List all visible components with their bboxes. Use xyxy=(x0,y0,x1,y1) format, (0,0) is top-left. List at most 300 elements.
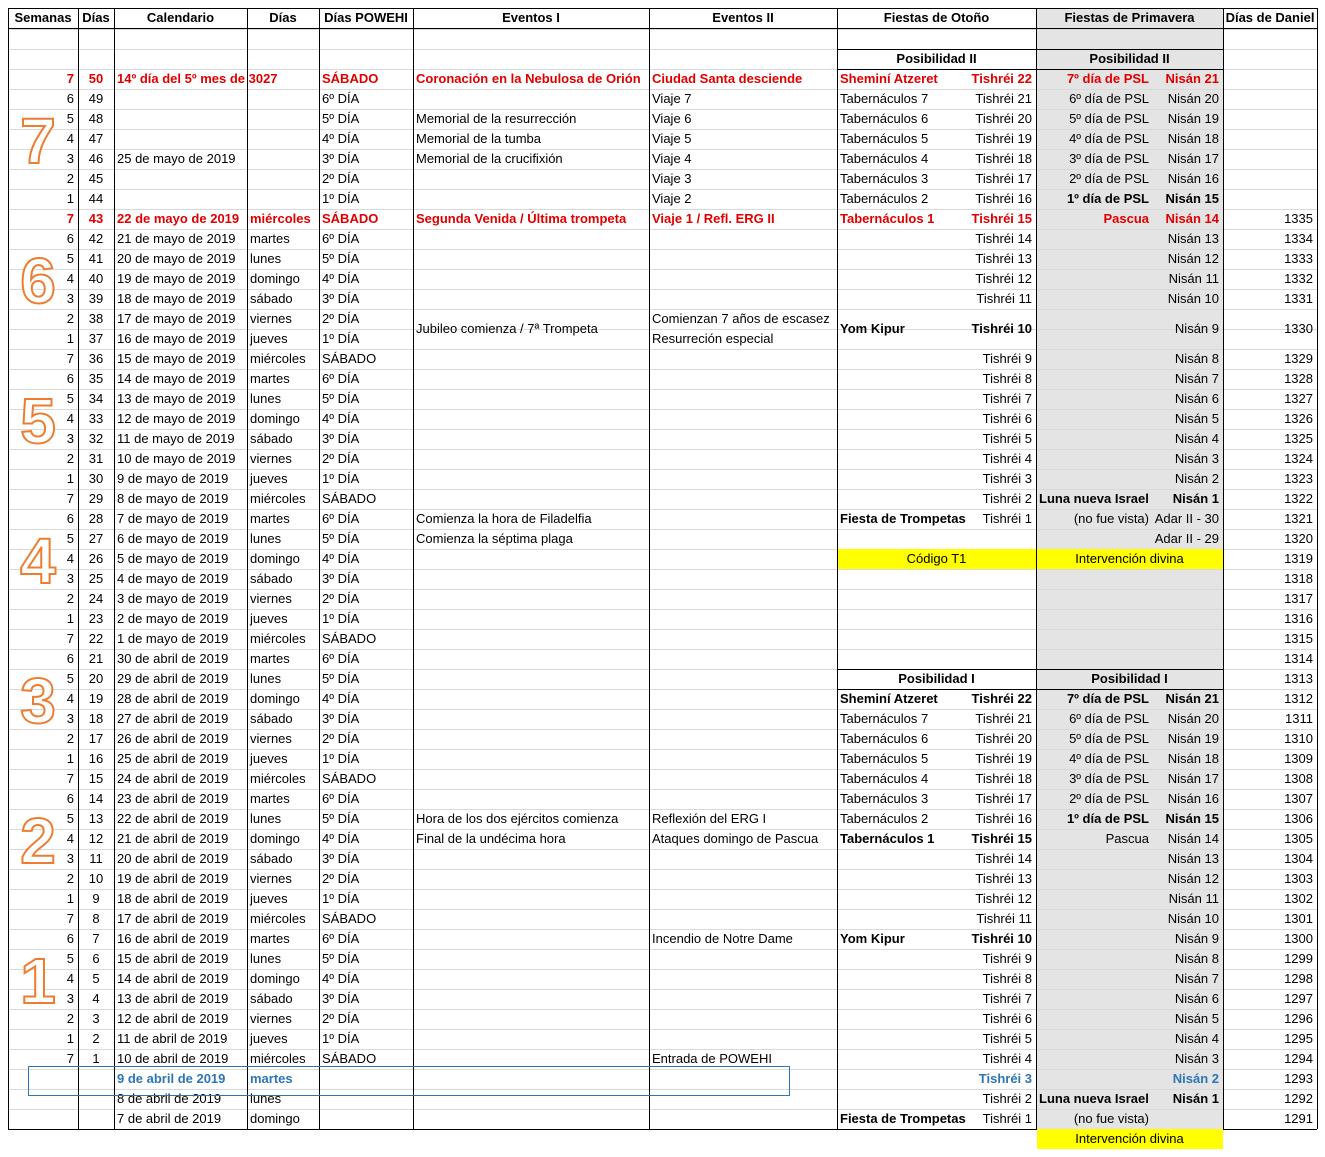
cell-d[interactable]: 46 xyxy=(88,151,104,166)
cell-e2[interactable]: Comienzan 7 años de escasez xyxy=(652,311,830,326)
cell-cal[interactable]: 14 de mayo de 2019 xyxy=(117,371,236,386)
cell-w[interactable]: 2 xyxy=(66,311,74,326)
table-row[interactable] xyxy=(8,969,1317,989)
cell-pw[interactable]: 3º DÍA xyxy=(322,291,360,306)
cell-pw[interactable]: 5º DÍA xyxy=(322,811,360,826)
cell-pw[interactable]: 2º DÍA xyxy=(322,1011,360,1026)
cell-fb[interactable]: Tishréi 16 xyxy=(975,191,1032,206)
cell-fb[interactable]: Tishréi 17 xyxy=(975,791,1032,806)
table-row[interactable] xyxy=(8,809,1317,829)
cell-fb[interactable]: Tishréi 19 xyxy=(975,751,1032,766)
cell-w[interactable]: 1 xyxy=(66,191,74,206)
cell-dn[interactable]: 1299 xyxy=(1284,951,1313,966)
cell-dow[interactable]: domingo xyxy=(250,411,300,426)
cell-d[interactable]: 40 xyxy=(88,271,104,286)
cell-fb[interactable]: Tishréi 5 xyxy=(982,431,1032,446)
cell-d[interactable]: 45 xyxy=(88,171,104,186)
cell-pw[interactable]: SÁBADO xyxy=(322,631,377,646)
cell-sb[interactable]: Nisán 11 xyxy=(1168,891,1219,906)
cell-dow[interactable]: jueves xyxy=(250,331,288,346)
cell-fb[interactable]: Tishréi 1 xyxy=(982,1111,1032,1126)
cell-cal[interactable]: 23 de abril de 2019 xyxy=(117,791,229,806)
table-row[interactable] xyxy=(8,749,1317,769)
cell-e1[interactable]: Final de la undécima hora xyxy=(416,831,566,846)
cell-pw[interactable]: SÁBADO xyxy=(322,1051,377,1066)
cell-w[interactable]: 1 xyxy=(66,1031,74,1046)
cell-cal[interactable]: 22 de abril de 2019 xyxy=(117,811,229,826)
cell-sb[interactable]: Nisán 1 xyxy=(1172,1091,1219,1106)
cell-fb[interactable]: Tishréi 11 xyxy=(976,291,1032,306)
table-row[interactable] xyxy=(8,549,1317,569)
cell-fb[interactable]: Tishréi 18 xyxy=(975,771,1032,786)
cell-sb[interactable]: Nisán 10 xyxy=(1167,291,1219,306)
cell-sa[interactable]: 2º día de PSL xyxy=(1069,171,1149,186)
cell-dn[interactable]: 1325 xyxy=(1284,431,1313,446)
cell-fa[interactable]: Tabernáculos 1 xyxy=(840,831,935,846)
cell-fa[interactable]: Tabernáculos 4 xyxy=(840,151,929,166)
cell-cal[interactable]: 19 de abril de 2019 xyxy=(117,871,229,886)
cell-sa[interactable]: (no fue vista) xyxy=(1073,511,1149,526)
cell-dow[interactable]: sábado xyxy=(250,431,293,446)
cell-dow[interactable]: domingo xyxy=(250,691,300,706)
cell-dn[interactable]: 1311 xyxy=(1285,711,1313,726)
cell-pw[interactable]: 4º DÍA xyxy=(322,271,360,286)
cell-dn[interactable]: 1331 xyxy=(1284,291,1313,306)
cell-fb[interactable]: Tishréi 22 xyxy=(971,691,1032,706)
cell-dow[interactable]: domingo xyxy=(250,551,300,566)
cell-dow[interactable]: miércoles xyxy=(250,771,306,786)
cell-dow[interactable]: miércoles xyxy=(250,1051,306,1066)
cell-w[interactable]: 7 xyxy=(66,911,74,926)
cell-e2[interactable]: Viaje 7 xyxy=(652,91,692,106)
cell-sb[interactable]: Nisán 20 xyxy=(1167,91,1219,106)
cell-pw[interactable]: 1º DÍA xyxy=(322,1031,360,1046)
cell-e2[interactable]: Incendio de Notre Dame xyxy=(652,931,793,946)
cell-dow[interactable]: sábado xyxy=(250,991,293,1006)
cell-cal[interactable]: 1 de mayo de 2019 xyxy=(117,631,229,646)
cell-pw[interactable]: 6º DÍA xyxy=(322,791,360,806)
cell-cal[interactable]: 16 de abril de 2019 xyxy=(117,931,229,946)
cell-d[interactable]: 48 xyxy=(88,111,104,126)
cell-cal[interactable]: 22 de mayo de 2019 xyxy=(117,211,240,226)
cell-sb[interactable]: Nisán 11 xyxy=(1168,271,1219,286)
cell-pw[interactable]: 4º DÍA xyxy=(322,831,360,846)
table-row[interactable] xyxy=(8,1029,1317,1049)
cell-e1[interactable]: Comienza la hora de Filadelfia xyxy=(416,511,592,526)
cell-sa[interactable]: 3º día de PSL xyxy=(1069,151,1149,166)
cell-dow[interactable]: martes xyxy=(250,791,290,806)
cell-e2[interactable]: Viaje 5 xyxy=(652,131,692,146)
cell-d[interactable]: 43 xyxy=(88,211,104,226)
cell-dn[interactable]: 1306 xyxy=(1284,811,1313,826)
cell-dow[interactable]: viernes xyxy=(250,731,292,746)
table-row[interactable] xyxy=(8,649,1317,669)
table-row[interactable] xyxy=(8,589,1317,609)
cell-sb[interactable]: Nisán 6 xyxy=(1174,991,1219,1006)
cell-dn[interactable]: 1301 xyxy=(1284,911,1313,926)
cell-w[interactable]: 6 xyxy=(66,651,74,666)
table-row[interactable] xyxy=(8,609,1317,629)
cell-d[interactable]: 1 xyxy=(92,1051,100,1066)
table-row[interactable] xyxy=(8,1009,1317,1029)
cell-e2[interactable]: Entrada de POWEHI xyxy=(652,1051,772,1066)
cell-sa[interactable]: (no fue vista) xyxy=(1073,1111,1149,1126)
cell-fa[interactable]: Tabernáculos 4 xyxy=(840,771,929,786)
cell-dn[interactable]: 1292 xyxy=(1284,1091,1313,1106)
cell-w[interactable]: 2 xyxy=(66,171,74,186)
cell-pw[interactable]: 5º DÍA xyxy=(322,251,360,266)
cell-dn[interactable]: 1297 xyxy=(1284,991,1313,1006)
cell-dow[interactable]: sábado xyxy=(250,571,293,586)
cell-fb[interactable]: Tishréi 4 xyxy=(982,451,1032,466)
cell-dn[interactable]: 1334 xyxy=(1284,231,1313,246)
table-row[interactable] xyxy=(8,829,1317,849)
cell-sa[interactable]: 7º día de PSL xyxy=(1066,71,1149,86)
cell-e2[interactable]: Resurreción especial xyxy=(652,331,774,346)
cell-sa[interactable]: 6º día de PSL xyxy=(1069,711,1149,726)
cell-fb[interactable]: Tishréi 14 xyxy=(975,851,1032,866)
cell-cal[interactable]: 4 de mayo de 2019 xyxy=(117,571,229,586)
cell-dow[interactable]: lunes xyxy=(250,391,282,406)
cell-cal[interactable]: 25 de abril de 2019 xyxy=(117,751,229,766)
cell-dn[interactable]: 1312 xyxy=(1284,691,1313,706)
table-row[interactable] xyxy=(8,169,1317,189)
cell-d[interactable]: 8 xyxy=(92,911,100,926)
cell-fb[interactable]: Tishréi 2 xyxy=(982,1091,1032,1106)
cell-pw[interactable]: 2º DÍA xyxy=(322,451,360,466)
cell-pw[interactable]: 4º DÍA xyxy=(322,971,360,986)
cell-fb[interactable]: Tishréi 19 xyxy=(975,131,1032,146)
cell-fb[interactable]: Tishréi 21 xyxy=(975,711,1032,726)
cell-e2[interactable]: Viaje 4 xyxy=(652,151,692,166)
cell-sb[interactable]: Nisán 7 xyxy=(1174,971,1219,986)
cell-pw[interactable]: 2º DÍA xyxy=(322,311,360,326)
cell-cal[interactable]: 14 de abril de 2019 xyxy=(117,971,229,986)
cell-pw[interactable]: 4º DÍA xyxy=(322,691,360,706)
cell-fb[interactable]: Tishréi 7 xyxy=(982,991,1032,1006)
cell-e2[interactable]: Ciudad Santa desciende xyxy=(652,71,803,86)
cell-d[interactable]: 33 xyxy=(88,411,104,426)
cell-dow[interactable]: martes xyxy=(250,1071,293,1086)
cell-dow[interactable]: jueves xyxy=(250,891,288,906)
cell-dn[interactable]: 1332 xyxy=(1284,271,1313,286)
cell-fa[interactable]: Tabernáculos 3 xyxy=(840,791,929,806)
cell-sb[interactable]: Nisán 5 xyxy=(1174,1011,1219,1026)
cell-pw[interactable]: 6º DÍA xyxy=(322,371,360,386)
cell-fb[interactable]: Tishréi 1 xyxy=(982,511,1032,526)
cell-fb[interactable]: Tishréi 2 xyxy=(982,491,1032,506)
cell-fb[interactable]: Tishréi 20 xyxy=(975,731,1032,746)
cell-dn[interactable]: 1316 xyxy=(1284,611,1313,626)
cell-cal[interactable]: 26 de abril de 2019 xyxy=(117,731,229,746)
cell-fb[interactable]: Tishréi 6 xyxy=(982,1011,1032,1026)
cell-sb[interactable]: Nisán 1 xyxy=(1172,491,1219,506)
cell-sb[interactable]: Nisán 18 xyxy=(1167,751,1219,766)
cell-dow[interactable]: miércoles xyxy=(250,491,306,506)
cell-fb[interactable]: Tishréi 14 xyxy=(975,231,1032,246)
cell-w[interactable]: 1 xyxy=(66,471,74,486)
cell-dn[interactable]: 1321 xyxy=(1284,511,1313,526)
table-row[interactable] xyxy=(8,89,1317,109)
cell-dow[interactable]: lunes xyxy=(250,811,282,826)
cell-sa[interactable]: 5º día de PSL xyxy=(1069,111,1149,126)
cell-sb[interactable]: Nisán 7 xyxy=(1174,371,1219,386)
table-row[interactable] xyxy=(8,409,1317,429)
cell-d[interactable]: 39 xyxy=(88,291,104,306)
cell-pw[interactable]: SÁBADO xyxy=(322,351,377,366)
cell-pw[interactable]: 3º DÍA xyxy=(322,851,360,866)
cell-fb[interactable]: Tishréi 11 xyxy=(976,911,1032,926)
cell-dow[interactable]: lunes xyxy=(250,671,282,686)
cell-cal[interactable]: 16 de mayo de 2019 xyxy=(117,331,236,346)
cell-fa[interactable]: Sheminí Atzeret xyxy=(840,691,938,706)
cell-sb[interactable]: Nisán 16 xyxy=(1167,171,1219,186)
cell-pw[interactable]: 5º DÍA xyxy=(322,391,360,406)
cell-fa[interactable]: Tabernáculos 5 xyxy=(840,131,929,146)
cell-w[interactable]: 1 xyxy=(66,751,74,766)
cell-fa[interactable]: Tabernáculos 6 xyxy=(840,111,929,126)
cell-w[interactable]: 7 xyxy=(66,1051,74,1066)
cell-pw[interactable]: 5º DÍA xyxy=(322,111,360,126)
cell-d[interactable]: 20 xyxy=(88,671,104,686)
cell-pw[interactable]: 3º DÍA xyxy=(322,711,360,726)
cell-fa[interactable]: Sheminí Atzeret xyxy=(840,71,938,86)
cell-w[interactable]: 6 xyxy=(66,91,74,106)
cell-dow[interactable]: lunes xyxy=(250,251,282,266)
cell-d[interactable]: 41 xyxy=(88,251,104,266)
table-row[interactable] xyxy=(8,289,1317,309)
cell-fb[interactable]: Tishréi 8 xyxy=(982,371,1032,386)
cell-cal[interactable]: 27 de abril de 2019 xyxy=(117,711,229,726)
cell-pw[interactable]: 1º DÍA xyxy=(322,331,360,346)
cell-d[interactable]: 26 xyxy=(88,551,104,566)
table-row[interactable] xyxy=(8,929,1317,949)
cell-dn[interactable]: 1291 xyxy=(1284,1111,1313,1126)
cell-dow[interactable]: sábado xyxy=(250,711,293,726)
cell-fb[interactable]: Tishréi 12 xyxy=(975,891,1032,906)
cell-fb[interactable]: Tishréi 5 xyxy=(982,1031,1032,1046)
cell-w[interactable]: 7 xyxy=(66,211,74,226)
table-row[interactable] xyxy=(8,189,1317,209)
cell-pw[interactable]: SÁBADO xyxy=(322,491,377,506)
cell-d[interactable]: 22 xyxy=(88,631,104,646)
cell-w[interactable]: 3 xyxy=(66,571,74,586)
cell-e1[interactable]: Hora de los dos ejércitos comienza xyxy=(416,811,619,826)
cell-sb[interactable]: Nisán 21 xyxy=(1165,71,1219,86)
cell-e2[interactable]: Viaje 6 xyxy=(652,111,692,126)
cell-d[interactable]: 19 xyxy=(88,691,104,706)
cell-sb[interactable]: Nisán 20 xyxy=(1167,711,1219,726)
cell-d[interactable]: 15 xyxy=(88,771,104,786)
cell-dow[interactable]: domingo xyxy=(250,971,300,986)
cell-fa[interactable]: Tabernáculos 2 xyxy=(840,191,929,206)
cell-dow[interactable]: sábado xyxy=(250,851,293,866)
cell-dn[interactable]: 1323 xyxy=(1284,471,1313,486)
table-row[interactable] xyxy=(8,769,1317,789)
merged-cell[interactable]: Nisán 9 xyxy=(1174,321,1219,336)
cell-sb[interactable]: Nisán 19 xyxy=(1167,731,1219,746)
cell-dn[interactable]: 1333 xyxy=(1284,251,1313,266)
cell-cal[interactable]: 8 de abril de 2019 xyxy=(117,1091,222,1106)
table-row[interactable] xyxy=(8,429,1317,449)
cell-w[interactable]: 1 xyxy=(66,611,74,626)
cell-pw[interactable]: 1º DÍA xyxy=(322,471,360,486)
cell-cal[interactable]: 7 de mayo de 2019 xyxy=(117,511,229,526)
table-row[interactable] xyxy=(8,569,1317,589)
cell-w[interactable]: 4 xyxy=(66,831,74,846)
cell-cal[interactable]: 19 de mayo de 2019 xyxy=(117,271,236,286)
cell-cal[interactable]: 15 de abril de 2019 xyxy=(117,951,229,966)
cell-dow[interactable]: viernes xyxy=(250,591,292,606)
cell-w[interactable]: 4 xyxy=(66,551,74,566)
cell-w[interactable]: 4 xyxy=(66,691,74,706)
cell-fb[interactable]: Tishréi 16 xyxy=(975,811,1032,826)
cell-dn[interactable]: 1295 xyxy=(1284,1031,1313,1046)
table-row[interactable] xyxy=(8,269,1317,289)
cell-pw[interactable]: 3º DÍA xyxy=(322,431,360,446)
cell-pw[interactable]: 4º DÍA xyxy=(322,411,360,426)
cell-fa[interactable]: Tabernáculos 5 xyxy=(840,751,929,766)
cell-w[interactable]: 2 xyxy=(66,591,74,606)
cell-sb[interactable]: Nisán 13 xyxy=(1167,851,1219,866)
cell-d[interactable]: 35 xyxy=(88,371,104,386)
table-row[interactable] xyxy=(8,509,1317,529)
cell-dn[interactable]: 1328 xyxy=(1284,371,1313,386)
cell-dn[interactable]: 1304 xyxy=(1284,851,1313,866)
cell-pw[interactable]: 3º DÍA xyxy=(322,991,360,1006)
cell-dn[interactable]: 1318 xyxy=(1284,571,1313,586)
table-row[interactable] xyxy=(8,249,1317,269)
cell-sa[interactable]: 1º día de PSL xyxy=(1066,191,1149,206)
cell-d[interactable]: 12 xyxy=(88,831,104,846)
cell-fb[interactable]: Tishréi 13 xyxy=(975,251,1032,266)
table-row[interactable] xyxy=(8,529,1317,549)
cell-pw[interactable]: SÁBADO xyxy=(322,771,377,786)
cell-fa[interactable]: Yom Kipur xyxy=(840,931,905,946)
cell-dn[interactable]: 1315 xyxy=(1284,631,1313,646)
merged-cell[interactable]: Tishréi 10 xyxy=(971,321,1032,336)
cell-cal[interactable]: 14º día del 5º mes de 3027 xyxy=(117,71,278,86)
table-row[interactable] xyxy=(8,389,1317,409)
cell-cal[interactable]: 30 de abril de 2019 xyxy=(117,651,229,666)
cell-sb[interactable]: Nisán 4 xyxy=(1174,1031,1219,1046)
cell-sb[interactable]: Nisán 21 xyxy=(1165,691,1219,706)
cell-w[interactable]: 3 xyxy=(66,151,74,166)
cell-w[interactable]: 6 xyxy=(66,791,74,806)
cell-dow[interactable]: viernes xyxy=(250,451,292,466)
cell-dn[interactable]: 1310 xyxy=(1284,731,1313,746)
cell-w[interactable]: 1 xyxy=(66,891,74,906)
cell-pw[interactable]: 2º DÍA xyxy=(322,591,360,606)
cell-dn[interactable]: 1296 xyxy=(1284,1011,1313,1026)
cell-cal[interactable]: 25 de mayo de 2019 xyxy=(117,151,236,166)
cell-fa[interactable]: Tabernáculos 2 xyxy=(840,811,929,826)
cell-cal[interactable]: 12 de mayo de 2019 xyxy=(117,411,236,426)
cell-dow[interactable]: lunes xyxy=(250,531,282,546)
cell-cal[interactable]: 6 de mayo de 2019 xyxy=(117,531,229,546)
cell-sa[interactable]: 4º día de PSL xyxy=(1069,751,1149,766)
cell-pw[interactable]: 6º DÍA xyxy=(322,651,360,666)
cell-sa[interactable]: 4º día de PSL xyxy=(1069,131,1149,146)
cell-dow[interactable]: viernes xyxy=(250,871,292,886)
cell-d[interactable]: 4 xyxy=(92,991,100,1006)
cell-dow[interactable]: martes xyxy=(250,371,290,386)
cell-cal[interactable]: 13 de abril de 2019 xyxy=(117,991,229,1006)
cell-sa[interactable]: Pascua xyxy=(1103,211,1149,226)
cell-cal[interactable]: 9 de mayo de 2019 xyxy=(117,471,229,486)
cell-d[interactable]: 27 xyxy=(88,531,104,546)
cell-w[interactable]: 3 xyxy=(66,851,74,866)
cell-d[interactable]: 28 xyxy=(88,511,104,526)
cell-dn[interactable]: 1309 xyxy=(1284,751,1313,766)
cell-fb[interactable]: Tishréi 10 xyxy=(971,931,1032,946)
table-row[interactable] xyxy=(8,689,1317,709)
cell-sb[interactable]: Nisán 14 xyxy=(1165,211,1219,226)
cell-dow[interactable]: miércoles xyxy=(250,911,306,926)
cell-pw[interactable]: SÁBADO xyxy=(322,911,377,926)
cell-e2[interactable]: Viaje 2 xyxy=(652,191,692,206)
cell-pw[interactable]: SÁBADO xyxy=(322,211,379,226)
cell-fa[interactable]: Tabernáculos 1 xyxy=(840,211,935,226)
cell-dow[interactable]: domingo xyxy=(250,1111,300,1126)
cell-e1[interactable]: Memorial de la resurrección xyxy=(416,111,577,126)
cell-w[interactable]: 7 xyxy=(66,771,74,786)
cell-w[interactable]: 4 xyxy=(66,271,74,286)
cell-fa[interactable]: Tabernáculos 7 xyxy=(840,91,929,106)
cell-fb[interactable]: Tishréi 9 xyxy=(982,351,1032,366)
cell-fb[interactable]: Tishréi 3 xyxy=(978,1071,1032,1086)
cell-cal[interactable]: 18 de mayo de 2019 xyxy=(117,291,236,306)
cell-sb[interactable]: Nisán 4 xyxy=(1174,431,1219,446)
cell-d[interactable]: 31 xyxy=(88,451,104,466)
cell-cal[interactable]: 8 de mayo de 2019 xyxy=(117,491,229,506)
table-row[interactable] xyxy=(8,489,1317,509)
cell-dn[interactable]: 1293 xyxy=(1284,1071,1313,1086)
cell-d[interactable]: 44 xyxy=(88,191,104,206)
cell-pw[interactable]: 1º DÍA xyxy=(322,891,360,906)
cell-sa[interactable]: Luna nueva Israel xyxy=(1039,1091,1149,1106)
cell-sb[interactable]: Nisán 15 xyxy=(1165,191,1219,206)
cell-pw[interactable]: 4º DÍA xyxy=(322,551,360,566)
cell-fb[interactable]: Tishréi 3 xyxy=(982,471,1032,486)
cell-pw[interactable]: 5º DÍA xyxy=(322,671,360,686)
cell-dn[interactable]: 1307 xyxy=(1284,791,1313,806)
cell-w[interactable]: 4 xyxy=(66,971,74,986)
cell-d[interactable]: 13 xyxy=(88,811,104,826)
cell-fa[interactable]: Fiesta de Trompetas xyxy=(840,1111,966,1126)
cell-dow[interactable]: martes xyxy=(250,511,290,526)
cell-d[interactable]: 5 xyxy=(92,971,100,986)
cell-d[interactable]: 7 xyxy=(92,931,100,946)
cell-dow[interactable]: miércoles xyxy=(250,211,311,226)
table-row[interactable] xyxy=(8,629,1317,649)
cell-e2[interactable]: Ataques domingo de Pascua xyxy=(652,831,819,846)
cell-sb[interactable]: Nisán 5 xyxy=(1174,411,1219,426)
cell-w[interactable]: 2 xyxy=(66,731,74,746)
cell-cal[interactable]: 28 de abril de 2019 xyxy=(117,691,229,706)
cell-sa[interactable]: 7º día de PSL xyxy=(1066,691,1149,706)
cell-sa[interactable]: Pascua xyxy=(1105,831,1149,846)
cell-e1[interactable]: Segunda Venida / Última trompeta xyxy=(416,211,627,226)
cell-dn[interactable]: 1303 xyxy=(1284,871,1313,886)
cell-dn[interactable]: 1314 xyxy=(1284,651,1313,666)
cell-dow[interactable]: viernes xyxy=(250,311,292,326)
table-row[interactable] xyxy=(8,469,1317,489)
cell-cal[interactable]: 11 de abril de 2019 xyxy=(117,1031,228,1046)
cell-fb[interactable]: Tishréi 17 xyxy=(975,171,1032,186)
cell-dow[interactable]: domingo xyxy=(250,271,300,286)
cell-w[interactable]: 7 xyxy=(66,491,74,506)
